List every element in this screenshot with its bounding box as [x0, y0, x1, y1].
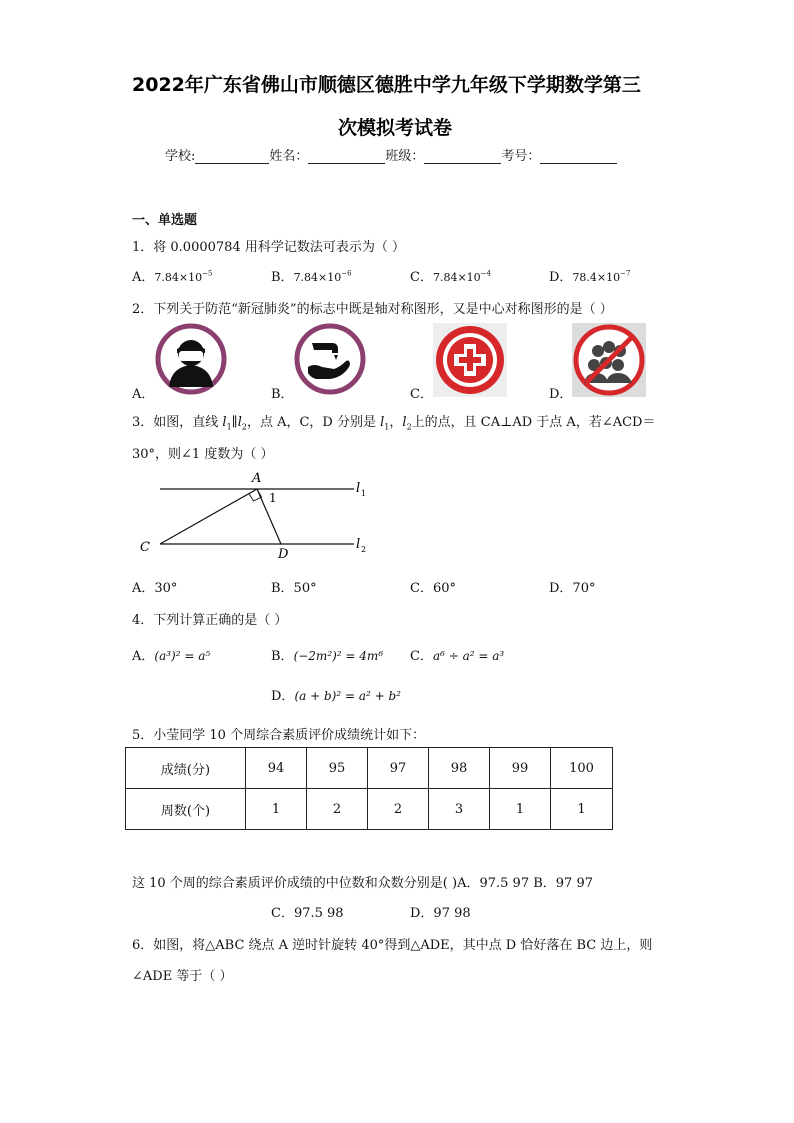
q1-d-exp: −7 [620, 269, 631, 278]
table-cell: 100 [551, 748, 613, 789]
label-l1: l [356, 481, 361, 496]
hand-wash-icon [294, 323, 366, 395]
q4-b-label: B． [271, 649, 294, 664]
no-gathering-icon [572, 323, 646, 397]
q2-option-b[interactable]: B． [271, 387, 294, 402]
q5-option-d[interactable]: D．97 98 [410, 906, 471, 921]
segment-ac [160, 489, 257, 544]
table-cell: 95 [307, 748, 368, 789]
q3-option-b[interactable]: B．50° [271, 581, 317, 596]
q4-stem: 4．下列计算正确的是（ ） [132, 613, 288, 628]
q5-question-and-options: 这 10 个周的综合素质评价成绩的中位数和众数分别是( )A．97.5 97 B．97 97 [132, 876, 593, 891]
q2-option-c[interactable]: C． [410, 387, 433, 402]
q1-b-label: B． [271, 270, 294, 285]
red-cross-icon [433, 323, 507, 397]
q5-option-c[interactable]: C．97.5 98 [271, 906, 344, 921]
q4-a-expr: (a³)² = a⁵ [154, 649, 211, 663]
table-cell: 1 [551, 789, 613, 830]
label-angle-1: 1 [269, 491, 277, 505]
q4-c-label: C． [410, 649, 433, 664]
q3-stem-line-1 [132, 411, 655, 432]
table-header-count: 周数(个) [126, 789, 246, 830]
q1-stem: 1．将 0.0000784 用科学记数法可表示为（ ） [132, 240, 405, 255]
label-l1-sub: 1 [361, 489, 367, 498]
name-field[interactable] [308, 149, 385, 164]
q2-option-a[interactable]: A． [132, 387, 155, 402]
table-row-counts [126, 789, 613, 830]
table-cell: 2 [368, 789, 429, 830]
q6-stem-line-2: ∠ADE 等于（ ） [132, 969, 233, 984]
title-line-2: 次模拟考试卷 [338, 117, 453, 139]
q1-option-b[interactable] [271, 266, 352, 285]
section-heading: 一、单选题 [132, 213, 198, 228]
table-cell: 1 [246, 789, 307, 830]
label-l2: l [356, 537, 361, 552]
q1-option-c[interactable] [410, 266, 491, 285]
q1-c-value: 7.84×10 [432, 271, 481, 284]
q4-option-a[interactable] [132, 645, 210, 664]
class-label: 班级： [385, 149, 425, 164]
q1-d-value: 78.4×10 [572, 271, 621, 284]
q4-option-c[interactable] [410, 645, 504, 664]
student-info-row [165, 145, 617, 164]
q3-l2-b: l [402, 415, 407, 430]
q3-parallel: ∥ [231, 415, 238, 430]
table-cell: 3 [429, 789, 490, 830]
q3-l2-sub: 2 [241, 422, 247, 432]
q3-stem-part-d: 上的点，且 CA⊥AD 于点 A，若∠ACD＝ [411, 415, 656, 430]
q3-l2-b-sub: 2 [406, 422, 412, 432]
label-d: D [278, 547, 289, 562]
name-label: 姓名： [269, 149, 309, 164]
q3-l1-b-sub: 1 [384, 422, 390, 432]
q1-a-value: 7.84×10 [154, 271, 203, 284]
q1-a-label: A． [132, 270, 155, 285]
label-l2-sub: 2 [361, 545, 367, 554]
q3-l1-b: l [380, 415, 385, 430]
q1-option-a[interactable] [132, 266, 212, 285]
q1-option-d[interactable] [549, 266, 630, 285]
q4-d-label: D． [271, 689, 295, 704]
q4-option-d[interactable] [271, 685, 401, 704]
q2-option-d[interactable]: D． [549, 387, 573, 402]
q6-stem-line-1: 6．如图，将△ABC 绕点 A 逆时针旋转 40°得到△ADE，其中点 D 恰好落在 BC 边上，则 [132, 938, 653, 953]
q3-comma: ， [389, 415, 403, 430]
number-label: 考号： [501, 149, 541, 164]
q2-stem: 2．下列关于防范“新冠肺炎”的标志中既是轴对称图形，又是中心对称图形的是（ ） [132, 302, 613, 317]
label-a: A [252, 471, 262, 486]
score-table [125, 747, 613, 830]
table-row-scores [126, 748, 613, 789]
q4-b-expr: (−2m²)² = 4m⁶ [293, 649, 384, 663]
q1-b-value: 7.84×10 [293, 271, 342, 284]
q1-c-label: C． [410, 270, 433, 285]
q1-d-label: D． [549, 270, 573, 285]
q4-option-b[interactable] [271, 645, 383, 664]
q4-d-expr: (a + b)² = a² + b² [294, 689, 401, 703]
table-cell: 2 [307, 789, 368, 830]
title-line-1: 2022年广东省佛山市顺德区德胜中学九年级下学期数学第三 [132, 74, 641, 96]
q5-stem: 5．小莹同学 10 个周综合素质评价成绩统计如下： [132, 728, 426, 743]
q3-l1: l [222, 415, 227, 430]
table-cell: 94 [246, 748, 307, 789]
number-field[interactable] [540, 149, 617, 164]
q3-stem-part-b: ，点 A，C，D 分别是 [246, 415, 381, 430]
table-header-score: 成绩(分) [126, 748, 246, 789]
class-field[interactable] [424, 149, 501, 164]
table-cell: 97 [368, 748, 429, 789]
q1-c-exp: −4 [480, 269, 491, 278]
q1-b-exp: −6 [341, 269, 352, 278]
q4-a-label: A． [132, 649, 155, 664]
q3-l1-sub: 1 [226, 422, 232, 432]
q3-figure [132, 468, 382, 563]
label-c: C [140, 540, 150, 555]
q1-a-exp: −5 [202, 269, 213, 278]
q3-stem-part-a: 3．如图，直线 [132, 415, 223, 430]
q3-stem-line-2: 30°，则∠1 度数为（ ） [132, 447, 274, 462]
q3-option-a[interactable]: A．30° [132, 581, 178, 596]
school-label: 学校: [165, 149, 196, 164]
q3-l2: l [237, 415, 242, 430]
table-cell: 1 [490, 789, 551, 830]
q3-option-d[interactable]: D．70° [549, 581, 596, 596]
table-cell: 99 [490, 748, 551, 789]
q4-c-expr: a⁶ ÷ a² = a³ [432, 649, 505, 663]
mask-person-icon [155, 323, 227, 395]
table-cell: 98 [429, 748, 490, 789]
q3-option-c[interactable]: C．60° [410, 581, 456, 596]
school-field[interactable] [195, 149, 269, 164]
